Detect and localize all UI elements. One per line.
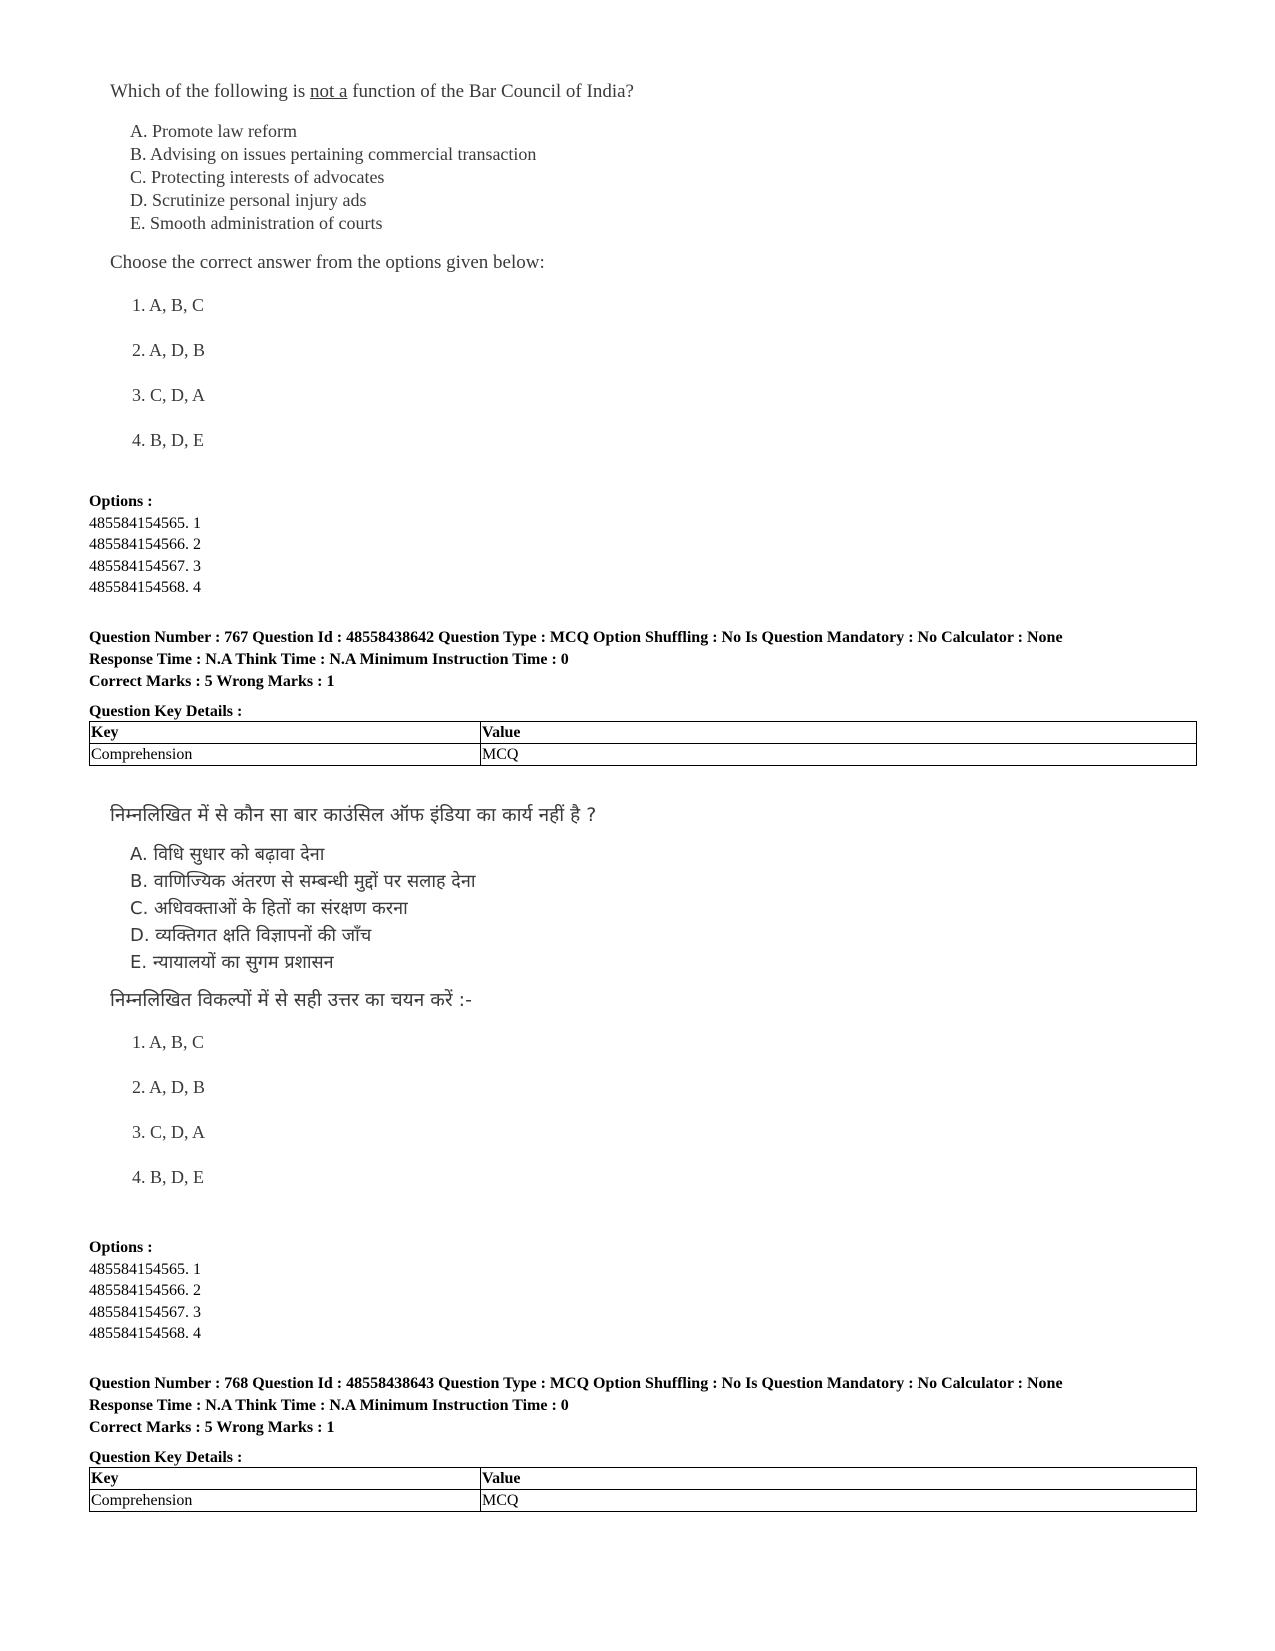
question-text-pre: Which of the following is [110,81,310,102]
answer-item: 3. C, D, A [132,385,206,405]
meta-line-3: Correct Marks : 5 Wrong Marks : 1 [89,673,335,690]
option-item: 485584154567. 3 [89,557,201,575]
option-item: 485584154568. 4 [89,1325,201,1342]
option-item: 485584154567. 3 [89,1303,201,1321]
meta-line-1: Question Number : 767 Question Id : 48558438642 Question Type : MCQ Option Shuffling : No Is Question Mandatory : No Calculator : None [89,629,1063,646]
choose-instruction: निम्नलिखित विकल्पों में से सही उत्तर का चयन करें :- [110,989,472,1011]
choose-instruction: Choose the correct answer from the options given below: [110,252,545,273]
options-label: Options : [89,1239,153,1256]
question-text-underlined: not a [310,81,348,102]
question-image-hindi [110,803,596,1200]
question-image-english [110,80,634,463]
option-item: 485584154565. 1 [89,514,201,532]
statement-item: B. वाणिज्यिक अंतरण से सम्बन्धी मुद्दों पर सलाह देना [130,871,476,892]
options-label: Options : [89,493,153,510]
answer-item: 2. A, D, B [132,1077,206,1097]
table-row [90,744,1197,766]
option-item: 485584154565. 1 [89,1260,201,1278]
statement-item: B. Advising on issues pertaining commercial transaction [130,144,537,164]
question-meta [89,1373,1209,1439]
cell-key: Comprehension [90,744,481,766]
table-row [90,1490,1197,1512]
option-item: 485584154568. 4 [89,579,201,596]
cell-value: MCQ [481,1490,1197,1512]
question-text [110,80,634,104]
meta-line-3: Correct Marks : 5 Wrong Marks : 1 [89,1419,335,1436]
key-details-table [89,1467,1197,1512]
statement-item: A. विधि सुधार को बढ़ावा देना [130,844,325,865]
cell-value: MCQ [481,744,1197,766]
header-key: Key [90,722,481,744]
statement-item: D. व्यक्तिगत क्षति विज्ञापनों की जाँच [130,925,372,946]
option-item: 485584154566. 2 [89,536,201,553]
meta-line-2: Response Time : N.A Think Time : N.A Minimum Instruction Time : 0 [89,651,569,668]
question-text: निम्नलिखित में से कौन सा बार काउंसिल ऑफ इंडिया का कार्य नहीं है ? [110,804,597,826]
statement-list [110,120,634,235]
statement-item: A. Promote law reform [130,121,297,141]
answer-list [110,1020,596,1200]
key-details-label: Question Key Details : [89,703,243,720]
statement-item: E. Smooth administration of courts [130,213,383,233]
statement-list [110,841,596,976]
table-header-row [90,722,1197,744]
key-details-table [89,721,1197,766]
statement-item: D. Scrutinize personal injury ads [130,190,367,210]
meta-line-1: Question Number : 768 Question Id : 48558438643 Question Type : MCQ Option Shuffling : No Is Question Mandatory : No Calculator : None [89,1375,1063,1392]
statement-item: C. अधिवक्ताओं के हितों का संरक्षण करना [130,898,408,919]
options-section [89,491,201,599]
cell-key: Comprehension [90,1490,481,1512]
key-details-label: Question Key Details : [89,1449,243,1466]
question-text-post: function of the Bar Council of India? [347,81,634,102]
answer-item: 4. B, D, E [132,430,204,450]
option-item: 485584154566. 2 [89,1282,201,1299]
answer-item: 3. C, D, A [132,1122,206,1142]
question-meta [89,627,1209,693]
answer-list [110,283,634,463]
answer-item: 2. A, D, B [132,340,206,360]
answer-item: 4. B, D, E [132,1167,204,1187]
statement-item: E. न्यायालयों का सुगम प्रशासन [130,952,334,973]
table-header-row [90,1468,1197,1490]
options-section [89,1237,201,1345]
answer-item: 1. A, B, C [132,1032,205,1052]
header-value: Value [481,1468,1197,1490]
statement-item: C. Protecting interests of advocates [130,167,385,187]
header-key: Key [90,1468,481,1490]
answer-item: 1. A, B, C [132,295,205,315]
meta-line-2: Response Time : N.A Think Time : N.A Minimum Instruction Time : 0 [89,1397,569,1414]
header-value: Value [481,722,1197,744]
